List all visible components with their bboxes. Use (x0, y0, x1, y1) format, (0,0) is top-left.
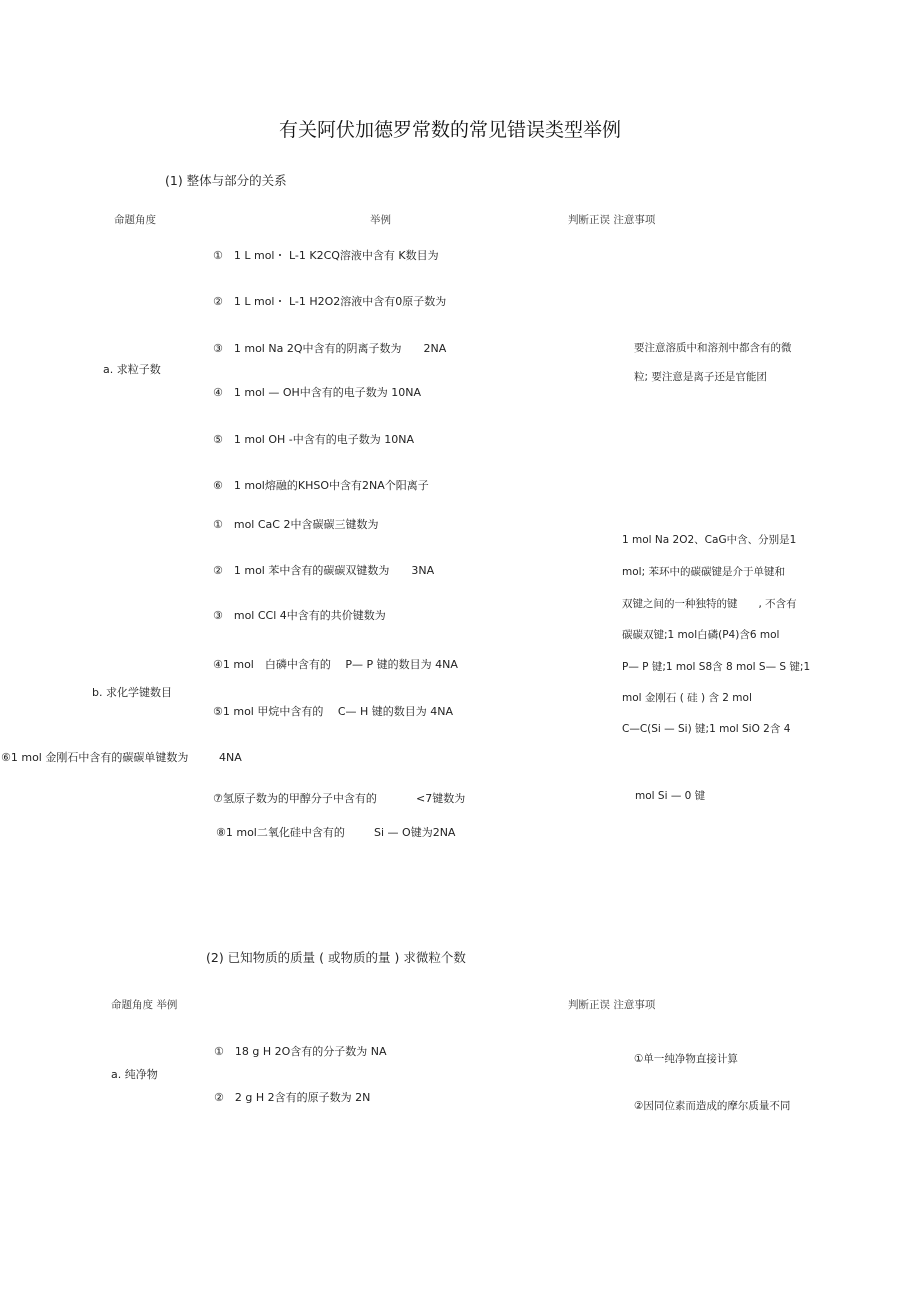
note-line: 粒; 要注意是离子还是官能团 (634, 371, 767, 383)
example-item: Si — O键为2NA (374, 826, 456, 839)
header-angle: 命题角度 (114, 214, 156, 226)
note-line: ②因同位素而造成的摩尔质量不同 (634, 1100, 791, 1112)
group-b-label: b. 求化学键数目 (92, 686, 172, 699)
header-judge: 判断正误 注意事项 (568, 214, 656, 226)
example-item: ⑥ 1 mol熔融的KHSO中含有2NA个阳离子 (213, 479, 429, 492)
note-line: ①单一纯净物直接计算 (634, 1053, 738, 1065)
page-title: 有关阿伏加德罗常数的常见错误类型举例 (279, 119, 622, 141)
note-line: 要注意溶质中和溶剂中都含有的微 (634, 342, 792, 354)
note-line: mol Si — 0 键 (635, 790, 706, 802)
example-item: ① mol CaC 2中含碳碳三键数为 (213, 518, 379, 531)
header-example: 举例 (370, 214, 391, 226)
header-judge: 判断正误 注意事项 (568, 999, 656, 1011)
example-item: ④1 mol 白磷中含有的 P— P 键的数目为 4NA (213, 658, 458, 671)
example-item: ④ 1 mol — OH中含有的电子数为 10NA (213, 386, 422, 399)
group-a-label: a. 求粒子数 (103, 363, 161, 376)
header-angle-example: 命题角度 举例 (111, 999, 178, 1011)
example-item: ⑥1 mol 金刚石中含有的碳碳单键数为 (1, 751, 189, 764)
example-item: ② 2 g H 2含有的原子数为 2N (214, 1091, 371, 1104)
example-item: ⑤1 mol 甲烷中含有的 C— H 键的数目为 4NA (213, 705, 454, 718)
note-line: C—C(Si — Si) 键;1 mol SiO 2含 4 (622, 723, 791, 735)
note-line: P— P 键;1 mol S8含 8 mol S— S 键;1 (622, 661, 811, 673)
example-item: ③ 1 mol Na 2Q中含有的阴离子数为 2NA (213, 342, 447, 355)
example-item: ⑤ 1 mol OH -中含有的电子数为 10NA (213, 433, 414, 446)
note-line: 碳碳双键;1 mol白磷(P4)含6 mol (622, 629, 780, 641)
section-2-heading: (2) 已知物质的质量 ( 或物质的量 ) 求微粒个数 (206, 950, 466, 965)
example-item: ② 1 mol 苯中含有的碳碳双键数为 3NA (213, 564, 435, 577)
group-a-label: a. 纯净物 (111, 1068, 158, 1081)
section-1-heading: (1) 整体与部分的关系 (165, 173, 287, 188)
example-item: <7键数为 (416, 792, 466, 805)
example-item: 4NA (219, 751, 242, 764)
note-line: mol 金刚石 ( 硅 ) 含 2 mol (622, 692, 752, 704)
example-item: ① 1 L mol・ L-1 K2CQ溶液中含有 K数目为 (213, 249, 439, 262)
example-item: ② 1 L mol・ L-1 H2O2溶液中含有0原子数为 (213, 295, 447, 308)
note-line: 1 mol Na 2O2、CaG中含、分别是1 (622, 534, 797, 546)
example-item: ① 18 g H 2O含有的分子数为 NA (214, 1045, 387, 1058)
example-item: ⑧1 mol二氧化硅中含有的 (216, 826, 345, 839)
note-line: mol; 苯环中的碳碳键是介于单键和 (622, 566, 785, 578)
example-item: ③ mol CCl 4中含有的共价键数为 (213, 609, 386, 622)
note-line: 双键之间的一种独特的键 , 不含有 (622, 598, 797, 610)
example-item: ⑦氢原子数为的甲醇分子中含有的 (213, 792, 377, 805)
